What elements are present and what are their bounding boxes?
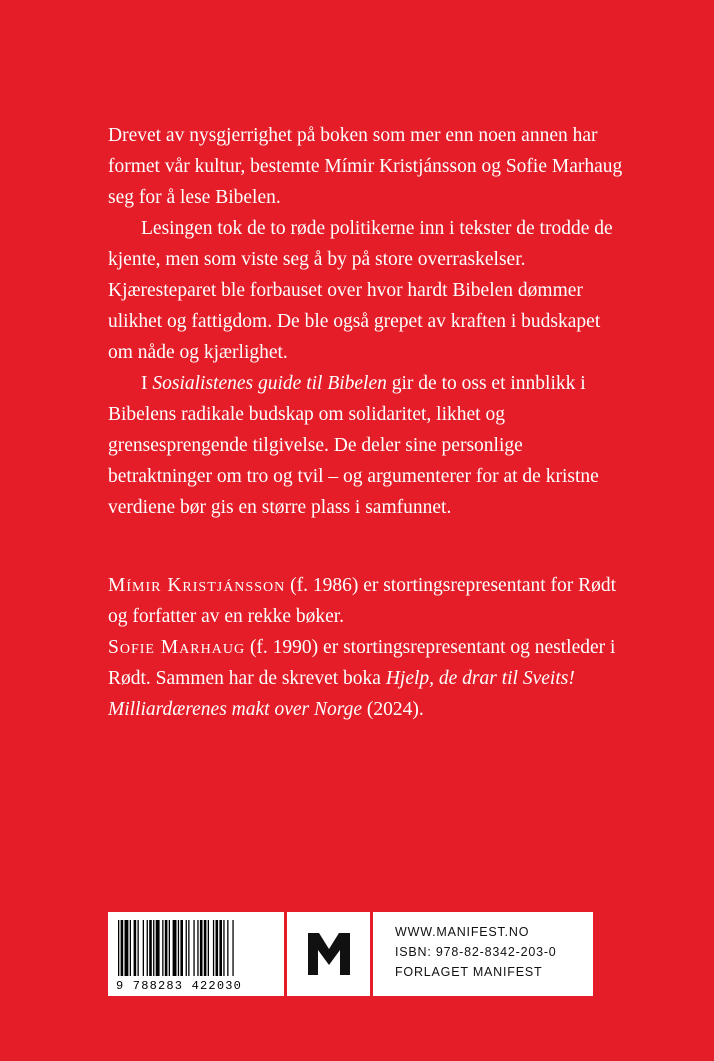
isbn-barcode: [108, 912, 284, 996]
author-bio: [108, 570, 628, 725]
author-bio-text: [108, 570, 628, 725]
author2-name: Sofie Marhaug: [108, 637, 246, 658]
blurb-paragraph-2: Lesingen tok de to røde politikerne inn i tekster de trodde de kjente, men som viste seg å by på store overraskelser. Kjæresteparet ble forbauset over hvor hardt Bibelen dømmer ulikhet og fattigdom. De ble også grepet av kraften i budskapet om nåde og kjærlighet.: [108, 218, 613, 363]
previous-book-year: (2024).: [362, 699, 424, 720]
isbn-number: ISBN: 978-82-8342-203-0: [395, 945, 557, 959]
blurb-paragraph-3: [108, 368, 628, 523]
previous-book-title: Hjelp, de drar til Sveits! Milliardærenes makt over Norge: [108, 668, 575, 720]
author1-name: Mímir Kristjánsson: [108, 575, 286, 596]
manifest-m-logo-icon: [306, 931, 352, 977]
back-cover-blurb: [108, 120, 628, 523]
author1-text: (f. 1986) er stortingsrepresentant for Rødt og forfatter av en rekke bøker.: [108, 575, 617, 627]
publisher-info: [373, 912, 593, 996]
author2-text: (f. 1990) er stortingsrepresentant og nestleder i Rødt. Sammen har de skrevet boka: [108, 637, 616, 689]
barcode-digits: 9 788283 422030: [116, 979, 243, 993]
publisher-strip: [108, 912, 593, 996]
blurb-p3-prefix: I: [141, 373, 153, 394]
publisher-name: FORLAGET MANIFEST: [395, 965, 543, 979]
publisher-website: WWW.MANIFEST.NO: [395, 925, 530, 939]
book-title-italic: Sosialistenes guide til Bibelen: [152, 373, 387, 394]
blurb-paragraph-1: Drevet av nysgjerrighet på boken som mer enn noen annen har formet vår kultur, bestemte Mímir Kristjánsson og Sofie Marhaug seg for å lese Bibelen.: [108, 125, 623, 208]
barcode-bars: [118, 920, 276, 976]
blurb-p3-rest: gir de to oss et innblikk i Bibelens radikale budskap om solidaritet, likhet og grensesprengende tilgivelse. De deler sine personlige betraktninger om tro og tvil – og argumenterer for at de kristne verdiene bør gis en større plass i samfunnet.: [108, 373, 599, 518]
publisher-logo: [287, 912, 370, 996]
